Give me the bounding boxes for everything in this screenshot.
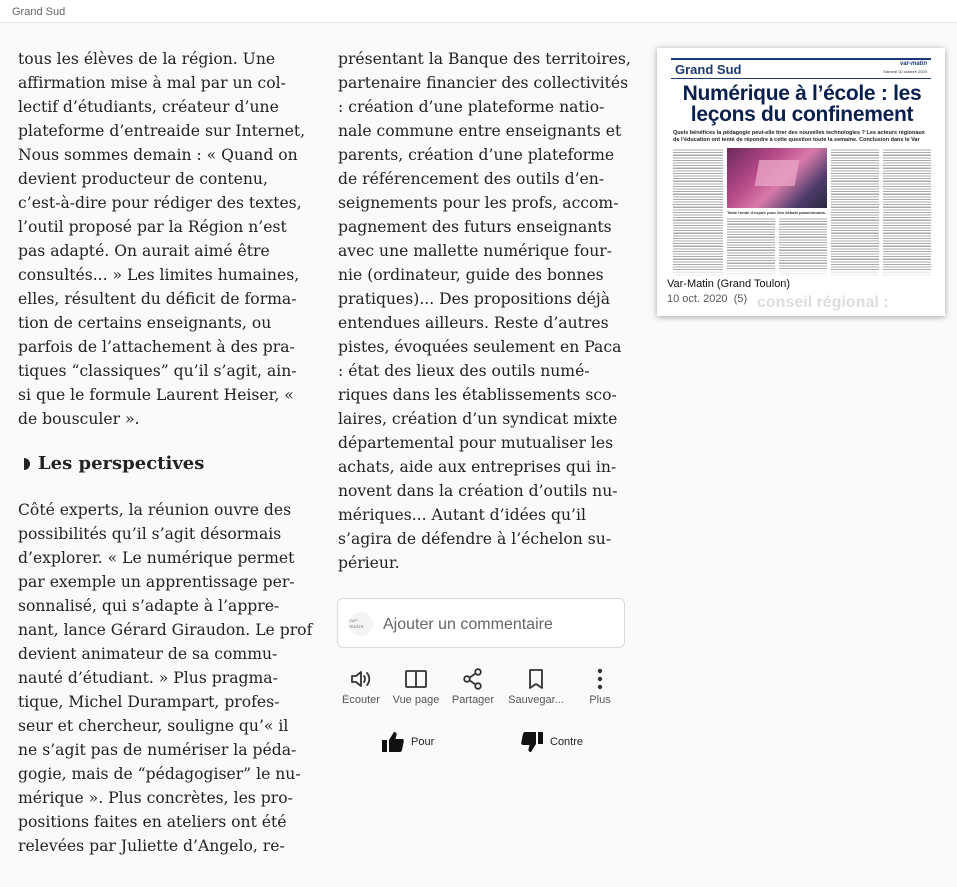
book-open-icon [386,666,446,692]
share-button[interactable] [443,666,503,706]
np-text-block [779,217,827,276]
newspaper-page-thumbnail[interactable] [657,48,945,316]
bookmark-icon [506,666,566,692]
np-chapo: Quels bénéfices la pédagogie peut-elle tirer des nouvelles technologies ? Les acteurs régionaux de l’éducation ont tenté de répondre à cette question toute la semaine. Conclusion dans le Var [673,130,925,143]
np-text-block [727,217,775,276]
vote-against-button[interactable] [520,731,583,753]
vote-for-button[interactable] [381,731,434,753]
article-paragraph: présentant la Banque des territoires, partenaire financier des collectivités : création d’une plateforme natio- nale commune entre enseignants et parents, création d’une plateforme de référencement des outils d’en- seignements pour les profs, accom- pagnement des futurs enseignants avec une mallette numérique four- nie (ordinateur, guide des bonnes pratiques)... Des propositions déjà entendues ailleurs. Reste d’autres pistes, évoquées seulement en Paca : état des lieux des outils numé- riques dans les établissements sco- laires, création d’un syndicat mixte départemental pour mutualiser les achats, aide aux entreprises qui in- novent dans la création d’outils nu- mériques... Autant d’idées qu’il s’agira de défendre à l’échelon su- périeur. [338,50,631,572]
share-icon [443,666,503,692]
np-text-block [673,148,723,276]
more-vertical-icon [570,666,630,692]
save-button[interactable] [506,666,566,706]
avatar: var-matin [349,612,373,636]
half-circle-bullet-icon [24,458,30,470]
article-subheading [18,452,318,476]
subheading-text: Les perspectives [38,453,205,474]
article-paragraph: Côté experts, la réunion ouvre des possibilités qu’il s’agit désormais d’explorer. « Le numérique permet par exemple un apprentissage per- sonnalisé, qui s’adapte à l’appre- nant, lance Gérard Giraudon. Le prof devient animateur de sa commu- nauté d’étudiant. » Plus pragma- tique, Michel Durampart, profes- seur et chercheur, souligne qu’« il ne s’agit pas de numériser la péda- gogie, mais de “pédagogiser” le nu- mérique ». Plus concrètes, les pro- positions faites en ateliers ont été relevées par Juliette d’Angelo, re- [18,501,313,855]
section-label: Grand Sud [12,6,66,18]
np-brand-logo: var-matin [899,61,927,67]
np-section: Grand Sud [675,62,742,77]
page-view-label: Vue page [392,694,440,706]
comment-input[interactable] [337,598,625,648]
np-text-block [831,148,879,276]
thumbnail-caption [657,270,945,316]
page-view-button[interactable] [386,666,446,706]
listen-button[interactable] [331,666,391,706]
thumbs-up-icon [381,731,405,753]
vote-for-label: Pour [411,736,435,748]
page-count: (5) [733,293,748,305]
article-paragraph: tous les élèves de la région. Une affirmation mise à mal par un col- lectif d’étudiants, créateur d’une plateforme d’entreaide sur Internet, Nous sommes demain : « Quand on devient producteur de contenu, c’est-à-dire pour rédiger des textes, l’outil proposé par la Région n’est pas adapté. On aurait aimé être consultés... » Les limites humaines, elles, résultent du déficit de forma- tion de certains enseignants, ou parfois de l’attachement à des pra- tiques “classiques” qu’il s’agit, ain- si que le formule Laurent Heiser, « de bousculer ». [18,50,306,428]
article-column-2 [338,47,633,575]
newspaper-page [671,58,931,278]
more-button[interactable] [570,666,630,706]
np-headline: Numérique à l’école : les leçons du confinement [682,82,922,126]
vote-against-label: Contre [550,736,584,748]
header-rule [671,58,931,60]
speaker-icon [331,666,391,692]
np-text-block [883,148,931,276]
save-label: Sauvegar... [508,694,564,706]
np-photo [727,148,827,208]
comment-placeholder: Ajouter un commentaire [383,616,553,633]
top-bar [0,0,957,23]
article-column-1 [18,47,318,858]
np-ghost-heading: conseil régional : [757,294,889,311]
thumbs-down-icon [520,731,544,753]
article-toolbar [335,666,635,710]
header-rule [671,78,931,79]
np-date: Samedi 10 octobre 2020 [883,69,927,74]
np-photo-caption: Table ronde d’espoir pour des débats passionnants. [727,210,827,215]
share-label: Partager [451,694,495,706]
listen-label: Écouter [342,694,380,706]
more-label: Plus [589,694,611,706]
publication-date: 10 oct. 2020 (5) [667,293,748,305]
source-name: Var-Matin (Grand Toulon) [667,278,791,290]
